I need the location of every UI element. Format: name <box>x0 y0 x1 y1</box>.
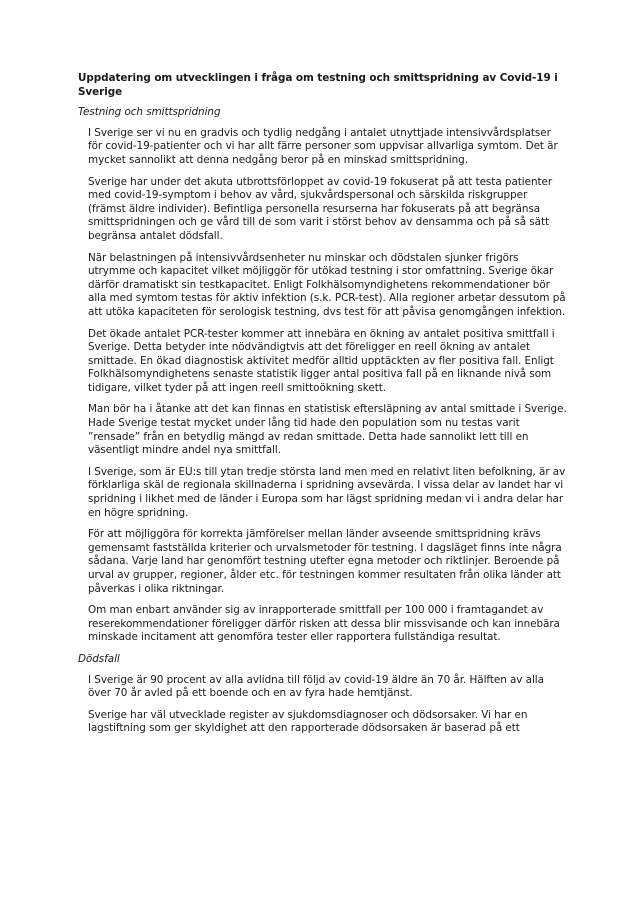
paragraph-text: I Sverige, som är EU:s till ytan tredje största land men med en relativt liten befolkning, är av förklarliga skäl de regionala skillnaderna i spridning avsevärda. I vissa delar av landet har vi spridning i likhet med de länder i Europa som har lägst spridning medan vi i andra delar har en högre spridning. <box>88 465 566 519</box>
paragraph-text: När belastningen på intensivvårdsenheter nu minskar och dödstalen sjunker frigörs utrymme och kapacitet vilket möjliggör för utökad testning i stor omfattning. Sverige ökar därför dramatiskt sin testkapacitet. Enligt Folkhälsomyndighetens rekommendationer bör alla med symtom testas för aktiv infektion (s.k. PCR-test). Alla regioner arbetar dessutom på att utöka kapaciteten för serologisk testning, dvs test för att påvisa genomgången infektion. <box>88 251 566 318</box>
paragraph-text: Om man enbart använder sig av inrapporterade smittfall per 100 000 i framtagandet av reserekommendationer föreligger därför risken att dessa blir missvisande och kan innebära minskade incitament att genomföra tester eller rapportera fullständiga resultat. <box>88 604 560 644</box>
paragraph-text: Sverige har väl utvecklade register av sjukdomsdiagnoser och dödsorsaker. Vi har en lagstiftning som ger skyldighet att den rapporterade dödsorsaken är baserad på ett <box>88 708 528 735</box>
paragraph <box>88 127 568 168</box>
paragraph-text: Man bör ha i åtanke att det kan finnas en statistisk eftersläpning av antal smittade i Sverige. Hade Sverige testat mycket under lång tid hade den population som nu testas varit ”rensade” från en betydlig mängd av redan smittade. Detta hade sannolikt lett till en väsentligt mindre andel nya smittfall. <box>88 403 567 457</box>
document-page <box>78 72 568 744</box>
paragraph <box>88 709 568 736</box>
section-heading-dodsfall: Dödsfall <box>78 652 120 665</box>
paragraph-text: I Sverige ser vi nu en gradvis och tydlig nedgång i antalet utnyttjade intensivvårdsplatser för covid-19-patienter och vi har allt färre personer som uppvisar allvarliga symtom. Det är mycket sannolikt att denna nedgång beror på en minskad smittspridning. <box>88 126 558 166</box>
paragraph <box>88 403 568 457</box>
paragraph <box>88 604 568 645</box>
document-title: Uppdatering om utvecklingen i fråga om testning och smittspridning av Covid-19 i Sverige <box>78 72 558 98</box>
paragraph <box>88 466 568 520</box>
paragraph-text: Det ökade antalet PCR-tester kommer att innebära en ökning av antalet positiva smittfall i Sverige. Detta betyder inte nödvändigtvis att det föreligger en reell ökning av antalet smittade. En ökad diagnostisk aktivitet medför alltid upptäckten av fler positiva fall. Enligt Folkhälsomyndighetens senaste statistik ligger antal positiva fall på en liknande nivå som tidigare, vilket tyder på att ingen reell smittoökning skett. <box>88 327 555 394</box>
paragraph <box>88 328 568 396</box>
paragraph-text: Sverige har under det akuta utbrottsförloppet av covid-19 fokuserat på att testa patienter med covid-19-symptom i behov av vård, sjukvårdspersonal och särskilda riskgrupper (främst äldre individer). Befintliga personella resurserna har fokuserats på att begränsa smittspridningen och ge vård till de som varit i störst behov av densamma och på så sätt begränsa antalet dödsfall. <box>88 175 553 242</box>
paragraph <box>88 528 568 596</box>
paragraph <box>88 674 568 701</box>
paragraph-text: För att möjliggöra för korrekta jämförelser mellan länder avseende smittspridning krävs gemensamt fastställda kriterier och urvalsmetoder för testning. I dagsläget finns inte några sådana. Varje land har genomfört testning utefter egna metoder och riktlinjer. Beroende på urval av grupper, regioner, ålder etc. för testningen kommer resultaten från olika länder att påverkas i olika riktningar. <box>88 528 562 595</box>
section-heading-testning: Testning och smittspridning <box>78 106 221 119</box>
paragraph <box>88 176 568 244</box>
paragraph-text: I Sverige är 90 procent av alla avlidna till följd av covid-19 äldre än 70 år. Hälften av alla över 70 år avled på ett boende och en av fyra hade hemtjänst. <box>88 673 544 700</box>
paragraph <box>88 252 568 320</box>
